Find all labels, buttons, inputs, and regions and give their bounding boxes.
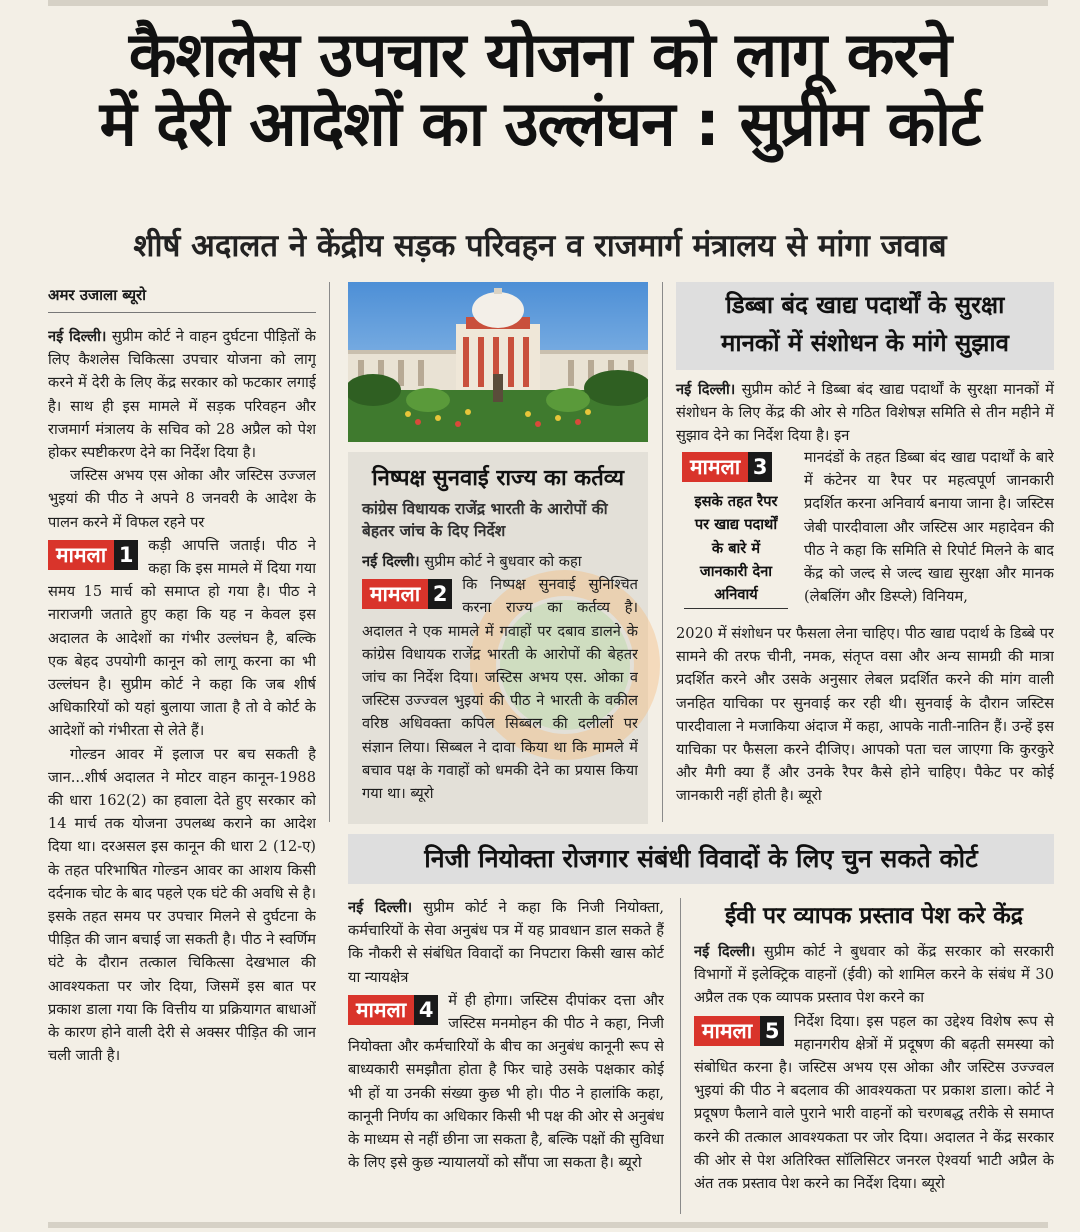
story-1-para-3-text: गोल्डन आवर में इलाज पर बच सकती है जान...शीर्ष अदालत ने मोटर वाहन कानून-1988 की धारा 162(2) का हवाला देते हुए सरकार को 14 मार्च तक योजना उपलब्ध कराने का आदेश दिया था। दरअसल इस कानून की धारा 2 (12-ए) के तहत परिभाषित गोल्डन आवर का आशय किसी दर्दनाक चोट के बाद पहले एक घंटे की अवधि से है। इसके तहत समय पर उपचार मिलने से दुर्घटना के पीड़ित की जान बचाई जा सकती है। पीठ ने स्वर्णिम घंटे के दौरान तत्काल चिकित्सा देखभाल की आवश्यकता पर जोर दिया, जिसमें इस बात पर प्रकाश डाला गया कि वित्तीय या प्रक्रियागत बाधाओं के कारण होने वाली देरी से अक्सर पीड़ित की जान चली जाती है। — [48, 745, 316, 1065]
story-3-heading-line-1: डिब्बा बंद खाद्य पदार्थों के सुरक्षा — [725, 291, 1005, 319]
case-3-number: 3 — [748, 452, 772, 482]
story-3-sidenote-line-2: पर खाद्य पदार्थों — [694, 516, 778, 534]
headline-line-1: कैशलेस उपचार योजना को लागू करने — [128, 18, 952, 91]
case-3-badge — [682, 452, 772, 482]
column-divider-3 — [680, 898, 681, 1214]
story-1-para-3 — [48, 743, 316, 1068]
story-5-body — [694, 940, 1054, 1216]
story-3-rest-text: 2020 में संशोधन पर फैसला लेना चाहिए। पीठ खाद्य पदार्थ के डिब्बे पर सामने की तरफ चीनी, नमक, संतृप्त वसा और अन्य सामग्री की मात्रा प्रदर्शित करने और उसके अनुसार लेबल प्रदर्शित करने की मांग वाली जनहित याचिका पर सुनवाई कर रही थी। सुनवाई के दौरान जस्टिस पारदीवाला ने मजाकिया अंदाज में कहा, आपके नाती-नातिन हैं। उन्हें इस याचिका पर फैसला करने दीजिए। आपको पता चल जाएगा कि कुरकुरे और मैगी क्या हैं और उनके रैपर कैसे होने चाहिए। पैकेट पर कोई जानकारी नहीं होती है। ब्यूरो — [676, 625, 1054, 805]
story-3-sidenote — [676, 490, 796, 607]
case-4-label: मामला — [348, 995, 414, 1025]
story-3-sidenote-line-4: जानकारी देना — [699, 563, 773, 581]
story-3-side-text-content: मानदंडों के तहत डिब्बा बंद खाद्य पदार्थों के बारे में कंटेनर या रैपर पर महत्वपूर्ण जानकारी प्रदर्शित करना अनिवार्य बनाया जाना है। जस्टिस जेबी पारदीवाला और जस्टिस आर महादेवन की पीठ ने कहा कि समिति से रिपोर्ट मिलने के बाद केंद्र को जल्द से जल्द खाद्य सुरक्षा और मानक (लेबलिंग और डिस्प्ले) विनियम, — [804, 449, 1054, 606]
byline-rule — [48, 312, 316, 313]
story-1-lead: नई दिल्ली। — [48, 328, 107, 345]
case-5-label: मामला — [694, 1016, 760, 1046]
story-3-side-text — [804, 446, 1054, 622]
case-1-number: 1 — [114, 540, 138, 570]
story-4-text-before: सुप्रीम कोर्ट ने कहा कि निजी नियोक्ता, कर्मचारियों के सेवा अनुबंध पत्र में यह प्रावधान डाल सकते हैं कि नौकरी से संबंधित विवादों का निपटारा किसी खास कोर्ट या न्यायक्षेत्र — [348, 899, 664, 986]
story-5-heading: ईवी पर व्यापक प्रस्ताव पेश करे केंद्र — [725, 903, 1023, 929]
supreme-court-image — [348, 282, 648, 442]
story-2-subheading: कांग्रेस विधायक राजेंद्र भारती के आरोपों की बेहतर जांच के दिए निर्देश — [362, 500, 608, 541]
story-2-body — [362, 550, 638, 820]
story-3-lead: नई दिल्ली। — [676, 381, 736, 398]
story-3-sidenote-line-3: के बारे में — [711, 539, 761, 557]
headline-line-2: में देरी आदेशों का उल्लंघन : सुप्रीम कोर्ट — [99, 87, 981, 161]
story-4-lead: नई दिल्ली। — [348, 899, 413, 916]
story-3-intro — [676, 378, 1054, 448]
headline — [30, 20, 1050, 159]
case-2-badge — [362, 579, 452, 609]
story-2-lead: नई दिल्ली। — [362, 553, 420, 570]
story-1-para-2-text: जस्टिस अभय एस ओका और जस्टिस उज्जल भुइयां की पीठ ने अपने 8 जनवरी के आदेश के पालन करने में विफल रहने पर — [48, 467, 316, 531]
subheadline: शीर्ष अदालत ने केंद्रीय सड़क परिवहन व राजमार्ग मंत्रालय से मांगा जवाब — [133, 228, 947, 264]
story-4-heading: निजी नियोक्ता रोजगार संबंधी विवादों के लिए चुन सकते कोर्ट — [348, 834, 1054, 884]
case-2-number: 2 — [428, 579, 452, 609]
story-3-intro-text: सुप्रीम कोर्ट ने डिब्बा बंद खाद्य पदार्थों के सुरक्षा मानकों में संशोधन के लिए केंद्र की ओर से गठित विशेषज्ञ समिति से तीन महीने में सुझाव देने का निर्देश दिया है। इन — [676, 381, 1054, 445]
case-4-number: 4 — [414, 995, 438, 1025]
story-3-sidenote-line-1: इसके तहत रैपर — [694, 493, 778, 510]
story-1-body — [48, 325, 316, 1215]
story-3-rest — [676, 622, 1054, 822]
story-1-para-2-after: कड़ी आपत्ति जताई। पीठ ने कहा कि इस मामले में दिया गया समय 15 मार्च को समाप्त हो गया है। पीठ ने नाराजगी जताते हुए कहा कि यह न केवल इस अदालत के आदेशों का गंभीर उल्लंघन है, बल्कि एक बेहद उपयोगी कानून को लागू करना का भी उल्लंघन है। सुप्रीम कोर्ट ने कहा कि जब शीर्ष अधिकारियों को यहां बुलाया जाता है तो वे कोर्ट के आदेशों को गंभीरता से लेते हैं। — [48, 536, 316, 740]
story-2-heading: निष्पक्ष सुनवाई राज्य का कर्तव्य — [371, 466, 625, 491]
bottom-rule — [48, 1222, 1048, 1228]
byline: अमर उजाला ब्यूरो — [48, 286, 147, 304]
story-3-side-para — [804, 446, 1054, 608]
case-2-label: मामला — [362, 579, 428, 609]
case-1-badge — [48, 540, 138, 570]
story-5-text-before: सुप्रीम कोर्ट ने बुधवार को केंद्र सरकार को सरकारी विभागों में इलेक्ट्रिक वाहनों (ईवी) को शामिल करने के संबंध में 30 अप्रैल तक एक व्यापक प्रस्ताव पेश करने का — [694, 943, 1054, 1007]
column-divider-1 — [329, 282, 330, 822]
story-5-lead: नई दिल्ली। — [694, 943, 756, 960]
case-3-label: मामला — [682, 452, 748, 482]
story-4-para-1 — [348, 896, 664, 989]
supreme-court-photo — [348, 282, 648, 442]
story-1-para-2 — [48, 464, 316, 534]
story-1-para-1-text: सुप्रीम कोर्ट ने वाहन दुर्घटना पीड़ितों के लिए कैशलेस चिकित्सा उपचार योजना को लागू करने में देरी के लिए केंद्र सरकार को फटकार लगाई है। साथ ही इस मामले में सड़क परिवहन और राजमार्ग मंत्रालय के सचिव को 28 अप्रैल को पेश होकर स्पष्टीकरण देने का निर्देश दिया है। — [48, 328, 316, 462]
case-5-number: 5 — [760, 1016, 784, 1046]
story-3-sidenote-line-5: अनिवार्य — [714, 586, 758, 604]
story-3-sidenote-rule — [684, 608, 788, 609]
column-divider-2 — [662, 282, 663, 822]
story-4-text-after: में ही होगा। जस्टिस दीपांकर दत्ता और जस्टिस मनमोहन की पीठ ने कहा, निजी नियोक्ता और कर्मचारियों के बीच का अनुबंध कानूनी रूप से बाध्यकारी समझौता होता है फिर चाहे उसके पक्षकार कोई भी हों या उनकी संख्या कुछ भी हो। पीठ ने हालांकि कहा, कानूनी निर्णय का अधिकार किसी भी पक्ष की ओर से अनुबंध के माध्यम से नहीं छीना जा सकता है, बल्कि पक्षों की सुविधा के लिए इसे कुछ न्यायालयों को सौंपा जा सकता है। ब्यूरो — [348, 991, 664, 1172]
story-5-para-1 — [694, 940, 1054, 1010]
story-4-body — [348, 896, 664, 1216]
story-3-heading-line-2: मानकों में संशोधन के मांगे सुझाव — [721, 329, 1009, 357]
story-2-text-after: कि निष्पक्ष सुनवाई सुनिश्चित करना राज्य का कर्तव्य है। अदालत ने एक मामले में गवाहों पर दबाव डालने के कांग्रेस विधायक राजेंद्र भारती के आरोपों की बेहतर जांच का निर्देश दिया। जस्टिस अभय एस. ओका व जस्टिस उज्ज्वल भुइयां की पीठ ने भारती के वकील वरिष्ठ अधिवक्ता कपिल सिब्बल की दलीलों पर संज्ञान लिया। सिब्बल ने दावा किया था कि मामले में बचाव पक्ष के गवाहों को धमकी देने का प्रयास किया गया था। ब्यूरो — [362, 576, 638, 803]
case-5-badge — [694, 1016, 784, 1046]
story-1-para-1 — [48, 325, 316, 464]
story-2-para-1 — [362, 550, 638, 573]
top-rule — [48, 0, 1048, 6]
case-1-label: मामला — [48, 540, 114, 570]
story-3-heading — [676, 282, 1054, 370]
story-2-text-before: सुप्रीम कोर्ट ने बुधवार को कहा — [419, 553, 582, 570]
story-3-rest-para — [676, 622, 1054, 808]
story-5-text-after: निर्देश दिया। इस पहल का उद्देश्य विशेष रूप से महानगरीय क्षेत्रों में प्रदूषण की बढ़ती समस्या को संबोधित करना है। जस्टिस अभय एस ओका और जस्टिस उज्ज्वल भुइयां की पीठ ने बदलाव की आवश्यकता पर प्रकाश डाला। कोर्ट ने प्रदूषण फैलाने वाले पुराने भारी वाहनों को चरणबद्ध तरीके से समाप्त करने की तत्काल आवश्यकता पर जोर दिया। अदालत ने केंद्र सरकार की ओर से पेश अतिरिक्त सॉलिसिटर जनरल ऐश्वर्या भाटी अप्रैल के अंत तक प्रस्ताव पेश करने का निर्देश दिया। ब्यूरो — [694, 1012, 1054, 1193]
case-4-badge — [348, 995, 438, 1025]
